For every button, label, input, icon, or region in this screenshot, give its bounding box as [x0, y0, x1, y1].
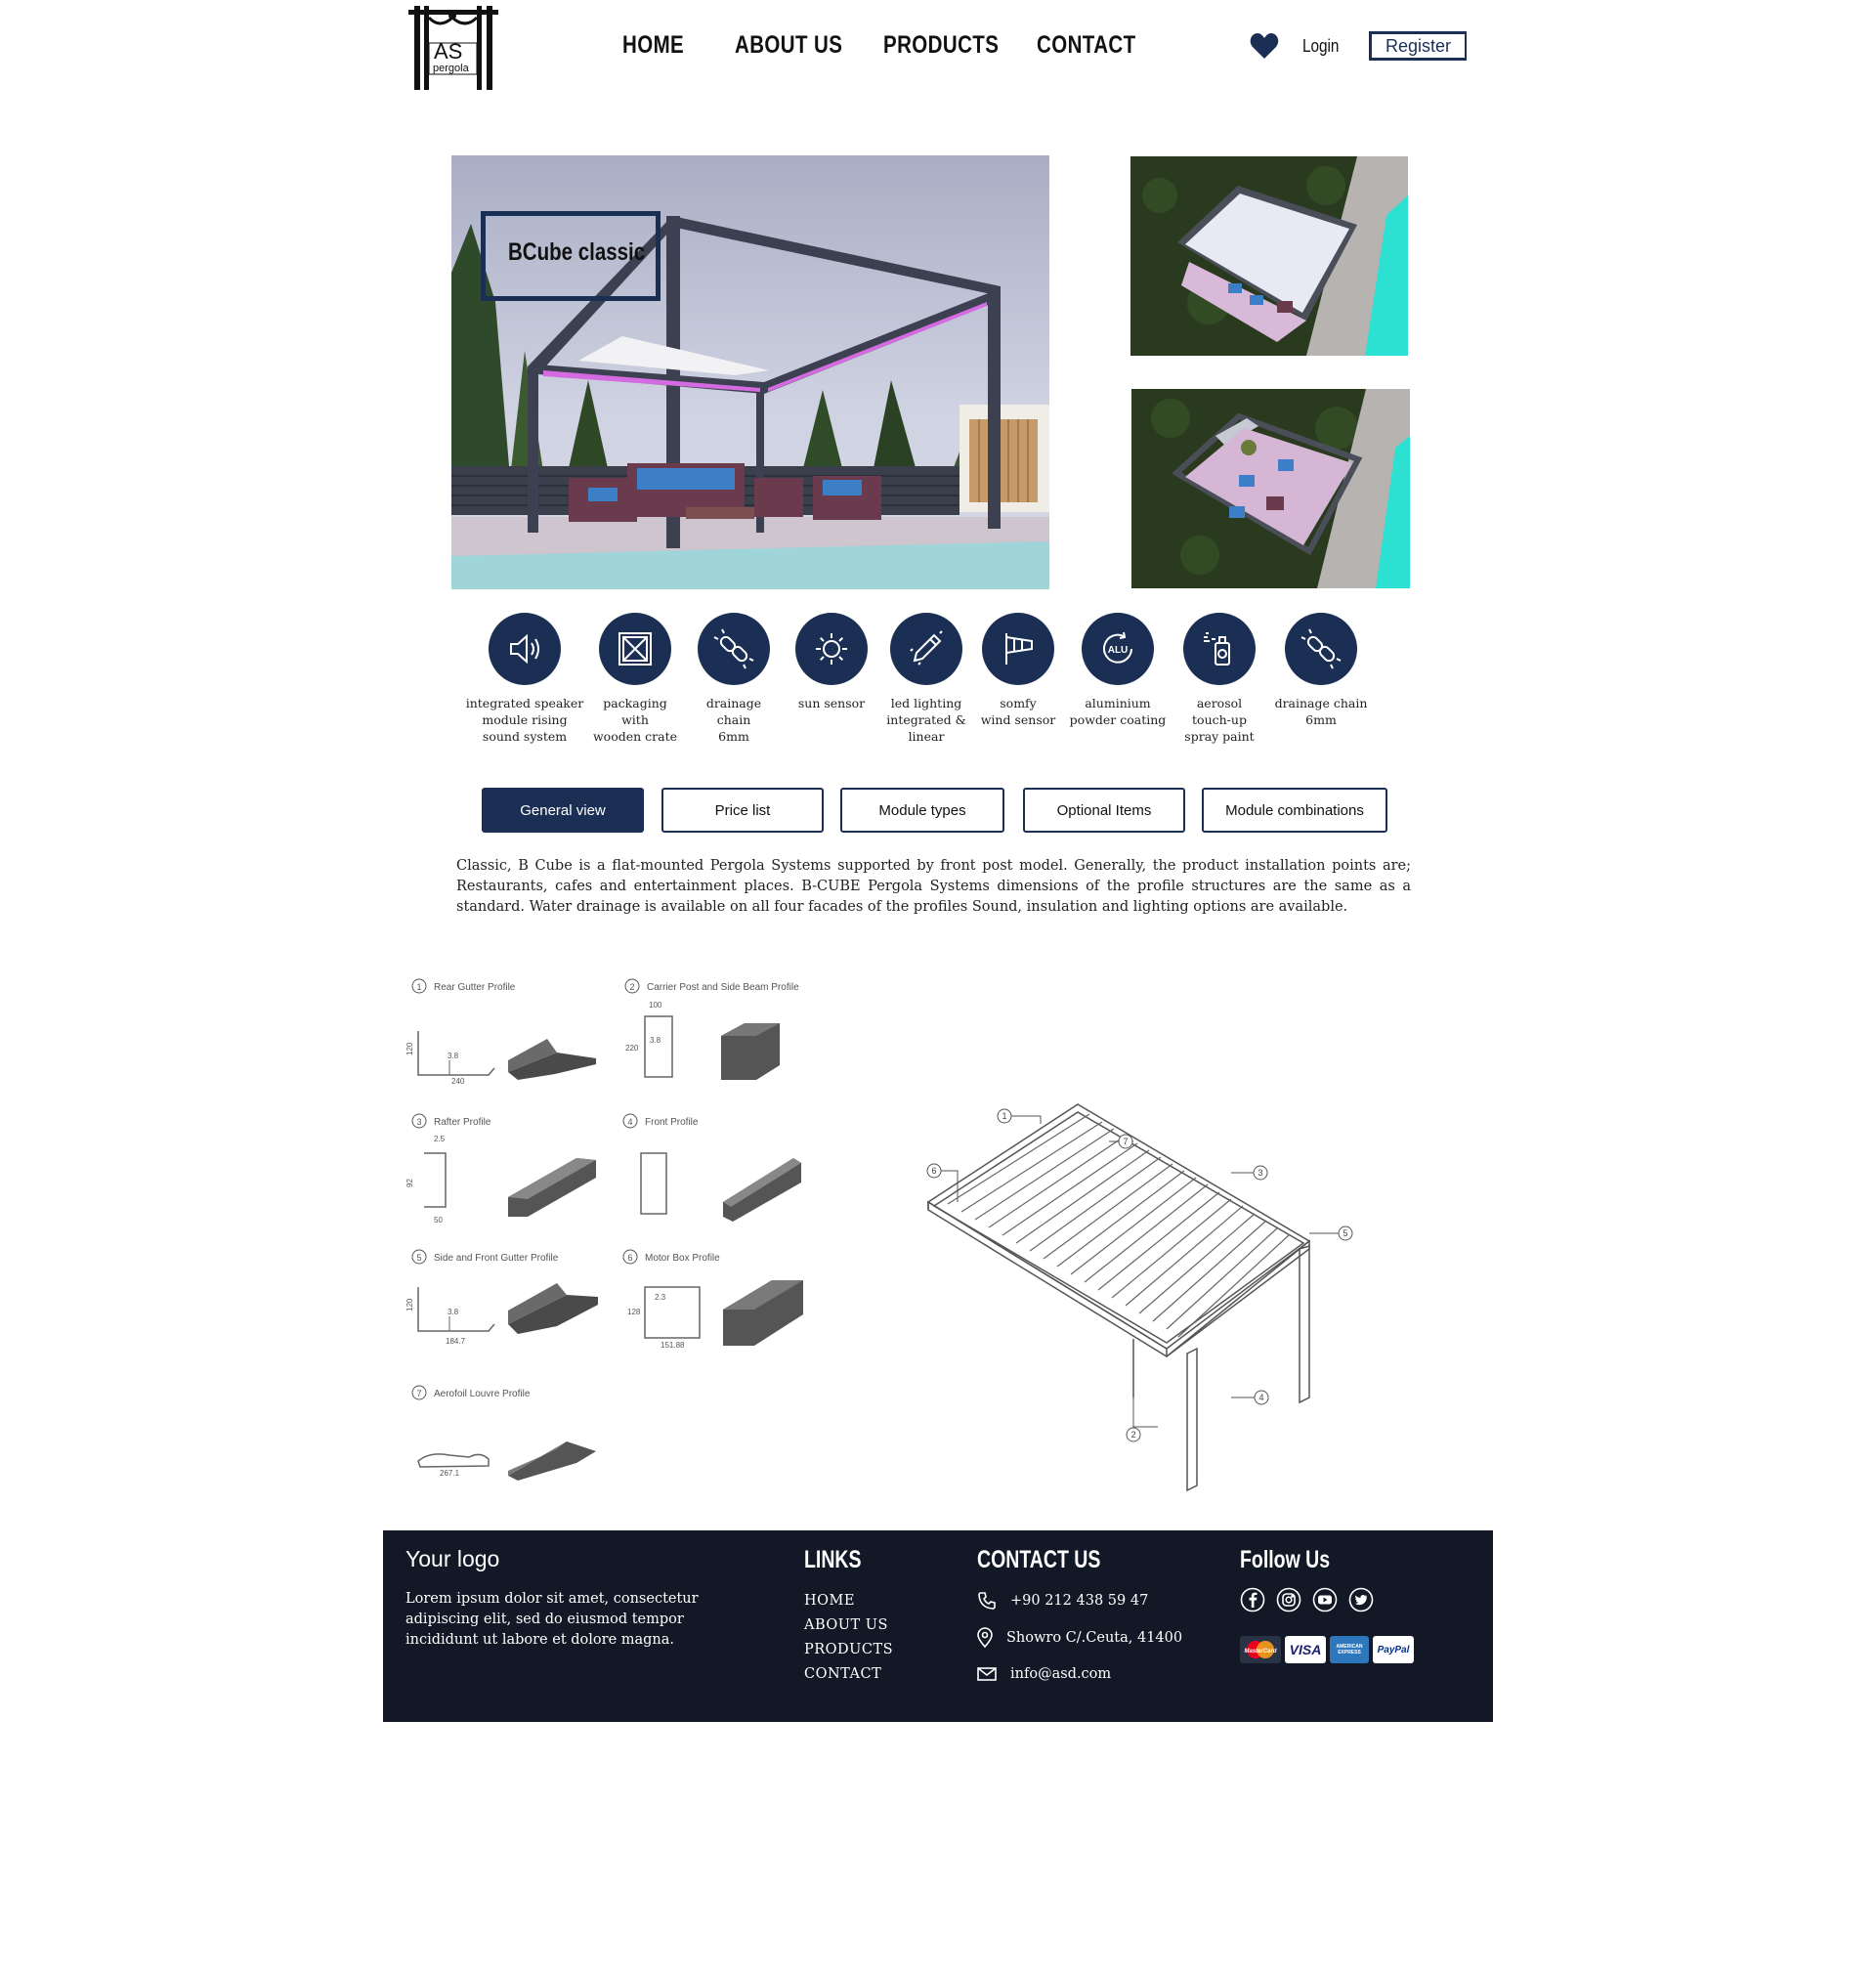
- nav-contact[interactable]: CONTACT: [1037, 31, 1136, 59]
- site-logo[interactable]: [406, 6, 504, 90]
- profile-name-3: Rafter Profile: [434, 1117, 491, 1128]
- svg-text:1: 1: [1002, 1111, 1007, 1121]
- feature-label: sun sensor: [797, 696, 866, 710]
- tab-module-types[interactable]: Module types: [840, 788, 1004, 833]
- mail-icon: [977, 1666, 997, 1682]
- svg-text:ALU: ALU: [1107, 645, 1129, 656]
- svg-text:2: 2: [1130, 1430, 1136, 1440]
- feature-label: drainage chain 6mm: [705, 696, 762, 744]
- thumbnail-top-view-2[interactable]: [1131, 389, 1410, 588]
- windsock-icon: [982, 613, 1054, 685]
- register-button[interactable]: Register: [1369, 31, 1467, 61]
- profile-name-7: Aerofoil Louvre Profile: [434, 1389, 531, 1399]
- amex-icon: AMERICAN EXPRESS: [1330, 1636, 1369, 1663]
- feature-label: somfy wind sensor: [980, 696, 1056, 727]
- thumbnail-top-view-1[interactable]: [1130, 156, 1408, 356]
- footer-follow-title: Follow Us: [1240, 1546, 1331, 1573]
- feature-label: aluminium powder coating: [1069, 696, 1167, 727]
- speaker-icon: [489, 613, 561, 685]
- svg-text:120: 120: [405, 1042, 414, 1055]
- svg-text:2.5: 2.5: [434, 1135, 446, 1143]
- feature-speaker: [461, 613, 588, 745]
- profile-name-5: Side and Front Gutter Profile: [434, 1253, 559, 1264]
- feature-label: aerosol touch-up spray paint: [1184, 696, 1255, 744]
- hero-title: BCube classic: [508, 238, 646, 266]
- profile-name-1: Rear Gutter Profile: [434, 982, 516, 993]
- profile-name-4: Front Profile: [645, 1117, 699, 1128]
- footer-link-contact[interactable]: CONTACT: [804, 1666, 882, 1682]
- tab-price-list[interactable]: Price list: [661, 788, 824, 833]
- svg-text:267.1: 267.1: [440, 1469, 460, 1478]
- svg-text:240: 240: [451, 1077, 465, 1086]
- svg-text:3.8: 3.8: [650, 1036, 661, 1045]
- svg-text:1: 1: [416, 982, 422, 992]
- svg-text:7: 7: [1123, 1137, 1129, 1146]
- product-description: Classic, B Cube is a flat-mounted Pergola Systems supported by front post model. Generally, the product installation points are; Restaurants, cafes and entertainment places. B-CUBE Pergola Systems dimensions of the profile structures are the same as a standard. Water drainage is available on all four facades of the profiles Sound, insulation and lighting options are available.: [456, 858, 1411, 915]
- isometric-assembly-drawing: [928, 1104, 1387, 1505]
- feature-label: packaging with wooden crate: [592, 696, 678, 744]
- svg-text:3.8: 3.8: [448, 1308, 459, 1316]
- logo-text: AS: [434, 39, 463, 64]
- spray-can-icon: [1183, 613, 1256, 685]
- login-link[interactable]: Login: [1302, 36, 1340, 56]
- svg-text:6: 6: [627, 1253, 633, 1263]
- footer-link-about-us[interactable]: ABOUT US: [804, 1617, 888, 1633]
- profile-name-2: Carrier Post and Side Beam Profile: [647, 982, 799, 993]
- profile-drawings: [405, 982, 821, 1500]
- footer-phone-text: +90 212 438 59 47: [1010, 1593, 1149, 1609]
- svg-text:3: 3: [1258, 1168, 1263, 1178]
- footer-email-text: info@asd.com: [1010, 1666, 1112, 1682]
- tab-module-combinations[interactable]: Module combinations: [1202, 788, 1387, 833]
- site-footer: [383, 1530, 1493, 1722]
- instagram-icon[interactable]: [1276, 1587, 1301, 1612]
- svg-text:4: 4: [1258, 1393, 1264, 1402]
- footer-contact-title: CONTACT US: [977, 1546, 1101, 1573]
- svg-text:MasterCard: MasterCard: [1244, 1649, 1277, 1655]
- svg-text:220: 220: [625, 1044, 639, 1053]
- phone-icon: [977, 1591, 997, 1611]
- visa-icon: VISA: [1285, 1636, 1326, 1663]
- chain-icon: [698, 613, 770, 685]
- feature-label: integrated speaker module rising sound system: [465, 696, 584, 744]
- nav-home[interactable]: HOME: [622, 31, 685, 59]
- footer-email[interactable]: [977, 1666, 1111, 1682]
- footer-links-title: LINKS: [804, 1546, 862, 1573]
- twitter-icon[interactable]: [1348, 1587, 1374, 1612]
- feature-label: led lighting integrated & linear: [886, 696, 966, 744]
- svg-text:6: 6: [931, 1166, 937, 1176]
- svg-text:7: 7: [416, 1389, 422, 1398]
- footer-logo[interactable]: Your logo: [405, 1546, 500, 1571]
- footer-about-text: Lorem ipsum dolor sit amet, consectetur adipiscing elit, sed do eiusmod tempor incididunt ut labore et dolore magna.: [405, 1591, 699, 1648]
- feature-label: drainage chain 6mm: [1274, 696, 1368, 727]
- sun-icon: [795, 613, 868, 685]
- location-pin-icon: [977, 1628, 993, 1648]
- svg-text:92: 92: [405, 1179, 414, 1187]
- logo-subtext: pergola: [433, 63, 469, 74]
- crate-icon: [599, 613, 671, 685]
- svg-text:120: 120: [405, 1298, 414, 1312]
- svg-text:5: 5: [1343, 1228, 1348, 1238]
- tab-general-view[interactable]: General view: [482, 788, 644, 833]
- youtube-icon[interactable]: [1312, 1587, 1338, 1612]
- feature-drainage-chain-2: [1258, 613, 1385, 728]
- footer-link-products[interactable]: PRODUCTS: [804, 1642, 894, 1657]
- nav-about-us[interactable]: ABOUT US: [735, 31, 843, 59]
- svg-text:50: 50: [434, 1216, 443, 1225]
- facebook-icon[interactable]: [1240, 1587, 1265, 1612]
- svg-text:2.3: 2.3: [655, 1293, 666, 1302]
- svg-text:100: 100: [649, 1001, 662, 1010]
- svg-text:4: 4: [627, 1117, 633, 1127]
- nav-products[interactable]: PRODUCTS: [883, 31, 1000, 59]
- svg-text:3: 3: [416, 1117, 422, 1127]
- paypal-icon: PayPal: [1373, 1636, 1414, 1663]
- svg-text:128: 128: [627, 1308, 641, 1316]
- footer-phone[interactable]: [977, 1591, 1148, 1611]
- heart-icon[interactable]: [1250, 32, 1279, 60]
- mastercard-icon: [1240, 1636, 1281, 1663]
- footer-address: [977, 1628, 1182, 1648]
- svg-text:184.7: 184.7: [446, 1337, 466, 1346]
- svg-text:5: 5: [416, 1253, 422, 1263]
- profile-name-6: Motor Box Profile: [645, 1253, 720, 1264]
- svg-text:3.8: 3.8: [448, 1052, 459, 1060]
- tab-optional-items[interactable]: Optional Items: [1023, 788, 1185, 833]
- svg-text:2: 2: [629, 982, 635, 992]
- svg-text:151.88: 151.88: [661, 1341, 685, 1350]
- footer-address-text: Showro C/.Ceuta, 41400: [1006, 1630, 1183, 1646]
- footer-link-home[interactable]: HOME: [804, 1593, 855, 1609]
- chain-icon: [1285, 613, 1357, 685]
- alu-icon: [1082, 613, 1154, 685]
- led-pencil-icon: [890, 613, 962, 685]
